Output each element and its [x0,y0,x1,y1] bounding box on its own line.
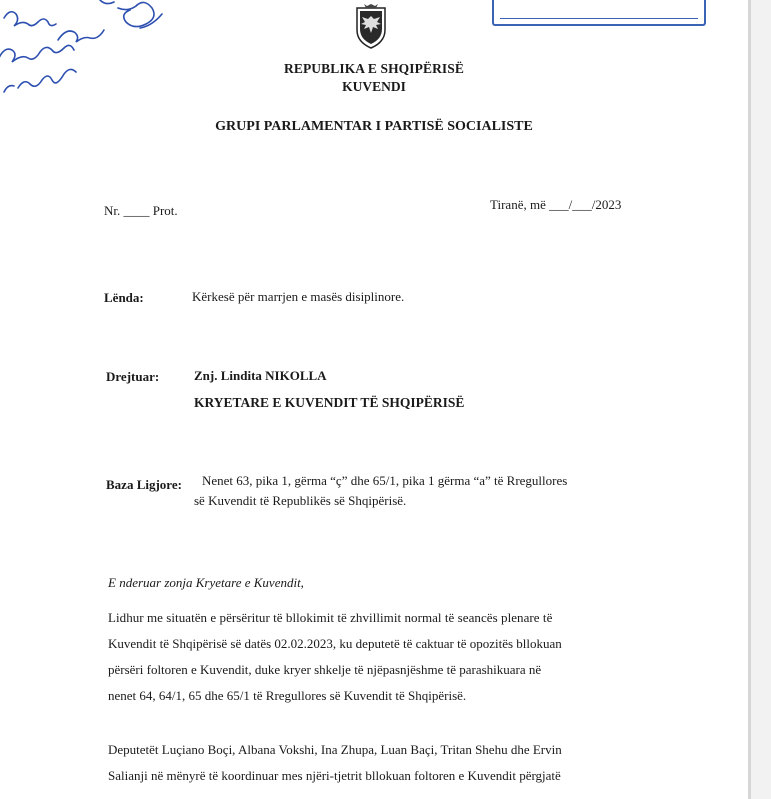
registry-stamp [492,0,706,26]
body-paragraph-1 [108,605,653,709]
parliament-heading: KUVENDI [342,79,406,94]
subject-label: Lënda: [104,290,144,305]
paragraph-line: Deputetët Luçiano Boçi, Albana Vokshi, Ina Zhupa, Luan Baçi, Tritan Shehu dhe Ervin [108,742,562,757]
protocol-number: Nr. ____ Prot. [104,203,178,218]
place-date: Tiranë, më ___/___/2023 [490,197,622,212]
page-edge [748,0,751,799]
parliamentary-group-heading: GRUPI PARLAMENTAR I PARTISË SOCIALISTE [215,119,533,134]
body-paragraph-2 [108,737,653,789]
legal-basis-label: Baza Ligjore: [106,477,182,492]
paragraph-line: Lidhur me situatën e përsëritur të bllokimit të zhvillimit normal të seancës plenare të [108,610,553,625]
paragraph-line: Kuvendit të Shqipërisë së datës 02.02.2023, ku deputetë të caktuar të opozitës bllokuan [108,636,562,651]
subject-text: Kërkesë për marrjen e masës disiplinore. [192,289,405,304]
republic-heading: REPUBLIKA E SHQIPËRISË [283,61,464,76]
viewer-background [751,0,771,799]
addressee-label: Drejtuar: [106,369,160,384]
addressee-title: KRYETARE E KUVENDIT TË SHQIPËRISË [194,395,465,410]
paragraph-line: përsëri foltoren e Kuvendit, duke kryer shkelje të njëpasnjëshme të parashikuara në [108,662,542,677]
albanian-eagle-emblem [354,4,388,50]
paragraph-line: nenet 64, 64/1, 65 dhe 65/1 të Rregullores së Kuvendit të Shqipërisë. [108,688,467,703]
addressee-name: Znj. Lindita NIKOLLA [194,368,327,383]
legal-basis-line-1: Nenet 63, pika 1, gërma “ç” dhe 65/1, pika 1 gërma “a” të Rregullores [202,473,568,488]
salutation: E nderuar zonja Kryetare e Kuvendit, [108,575,304,590]
legal-basis-line-2: së Kuvendit të Republikës së Shqipërisë. [194,493,407,508]
paragraph-line: Salianji në mënyrë të koordinuar mes njëri-tjetrit bllokuan foltoren e Kuvendit përgjatë [108,768,561,783]
